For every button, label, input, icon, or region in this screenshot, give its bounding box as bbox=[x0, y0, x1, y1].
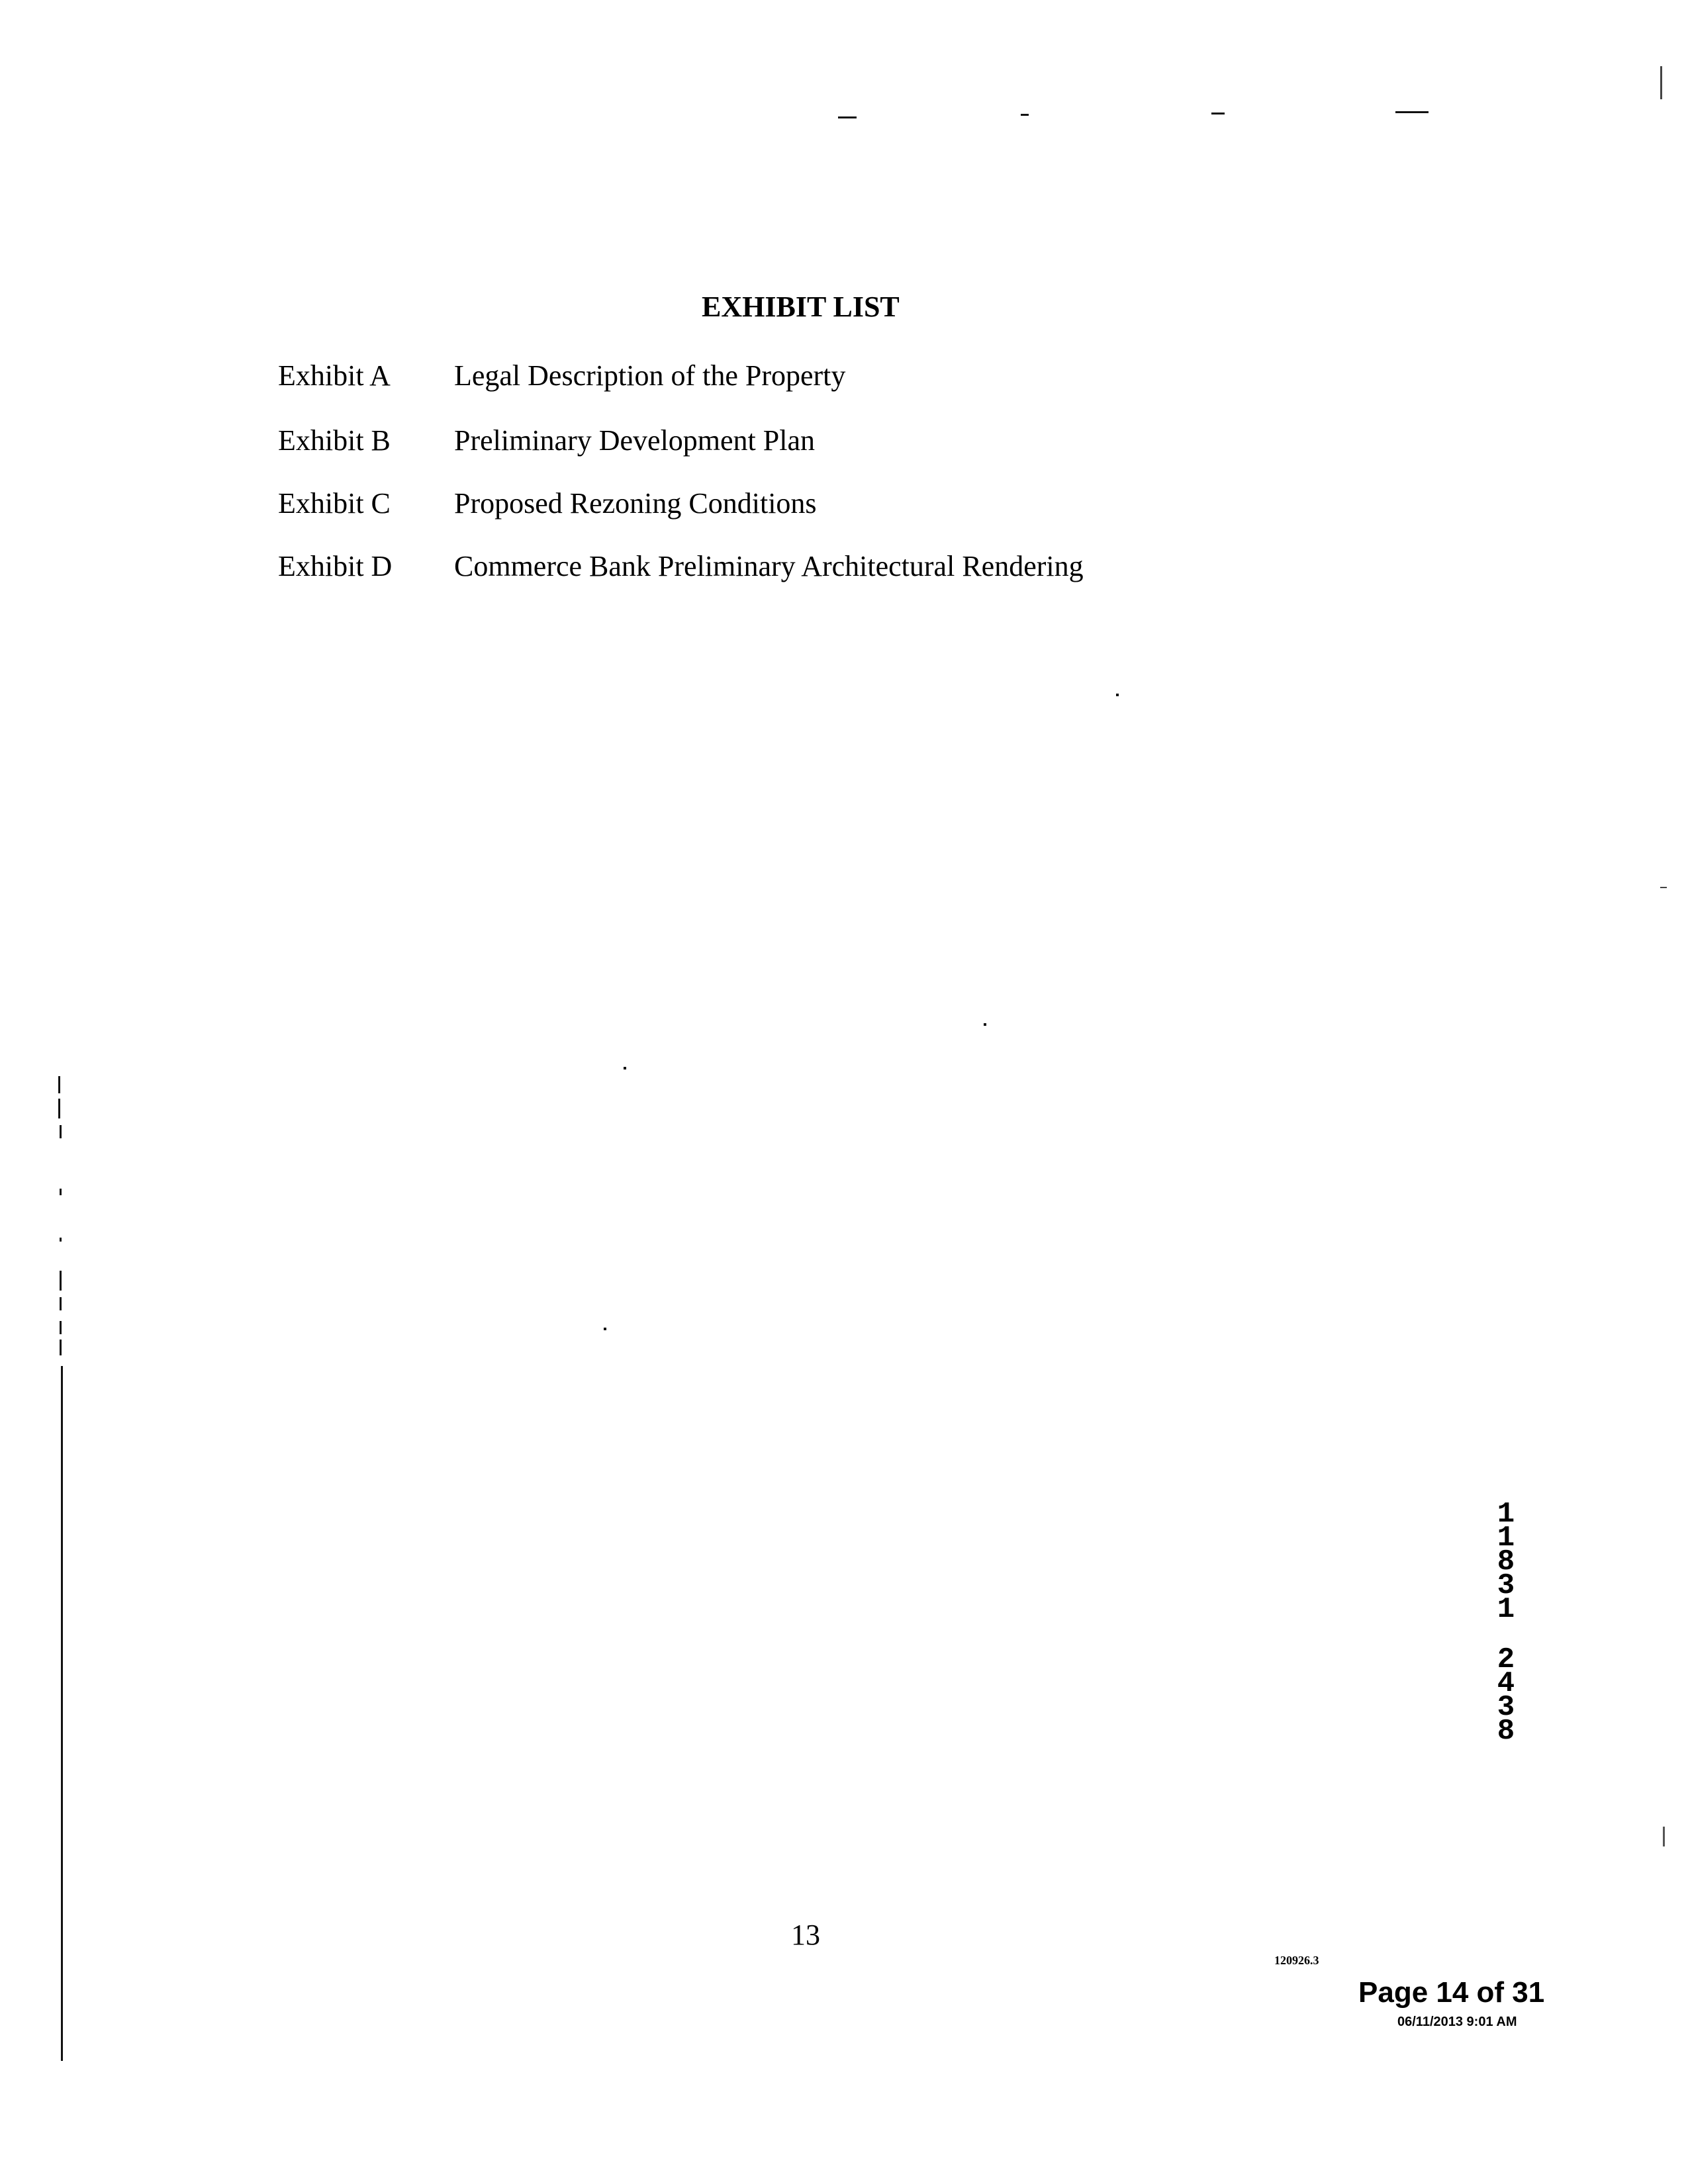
book-digit: 8 bbox=[1497, 1715, 1515, 1748]
exhibit-row bbox=[278, 424, 1271, 463]
scan-line bbox=[60, 1125, 62, 1138]
recording-timestamp: 06/11/2013 9:01 AM bbox=[1397, 2015, 1517, 2029]
scan-line bbox=[60, 1340, 62, 1355]
scan-mark bbox=[1021, 114, 1029, 116]
book-digit: 8 bbox=[1497, 1545, 1515, 1578]
scan-line bbox=[60, 1297, 62, 1310]
scan-line bbox=[58, 1076, 60, 1093]
exhibit-label: Exhibit D bbox=[278, 550, 393, 582]
exhibit-row bbox=[278, 549, 1271, 589]
exhibit-row bbox=[278, 486, 1271, 526]
scan-dot bbox=[984, 1023, 986, 1026]
scan-line bbox=[60, 1321, 62, 1334]
scan-line bbox=[61, 1366, 63, 2061]
scan-mark bbox=[838, 116, 857, 118]
book-digit: 3 bbox=[1497, 1691, 1515, 1724]
scan-mark bbox=[1211, 113, 1225, 114]
page-title: EXHIBIT LIST bbox=[702, 291, 900, 323]
book-page-number bbox=[1489, 1498, 1523, 1748]
exhibit-description: Proposed Rezoning Conditions bbox=[454, 487, 817, 520]
book-digit: 2 bbox=[1497, 1643, 1515, 1676]
scan-mark bbox=[1663, 1827, 1665, 1846]
book-digit: 1 bbox=[1497, 1498, 1515, 1531]
exhibit-label: Exhibit B bbox=[278, 424, 391, 457]
scan-line bbox=[60, 1189, 62, 1195]
recording-page-label: Page 14 of 31 bbox=[1358, 1976, 1545, 2009]
book-digit: 4 bbox=[1497, 1667, 1515, 1700]
exhibit-label: Exhibit A bbox=[278, 359, 391, 392]
page-number: 13 bbox=[791, 1919, 820, 1951]
scan-line bbox=[58, 1099, 60, 1118]
book-digit: 3 bbox=[1497, 1569, 1515, 1602]
scan-mark bbox=[1660, 66, 1662, 99]
exhibit-description: Commerce Bank Preliminary Architectural Rendering bbox=[454, 550, 1084, 582]
scan-mark bbox=[1660, 887, 1667, 888]
book-digit: 1 bbox=[1497, 1593, 1515, 1626]
scan-dot bbox=[624, 1067, 626, 1069]
book-digit: 1 bbox=[1497, 1522, 1515, 1555]
exhibit-description: Preliminary Development Plan bbox=[454, 424, 815, 457]
document-code: 120926.3 bbox=[1274, 1954, 1319, 1967]
scan-line bbox=[60, 1238, 62, 1242]
exhibit-row bbox=[278, 359, 1271, 398]
exhibit-description: Legal Description of the Property bbox=[454, 359, 846, 392]
scan-dot bbox=[1116, 694, 1119, 696]
exhibit-label: Exhibit C bbox=[278, 487, 391, 520]
scan-mark bbox=[1395, 111, 1429, 113]
scan-line bbox=[60, 1271, 62, 1291]
scan-dot bbox=[604, 1328, 606, 1330]
